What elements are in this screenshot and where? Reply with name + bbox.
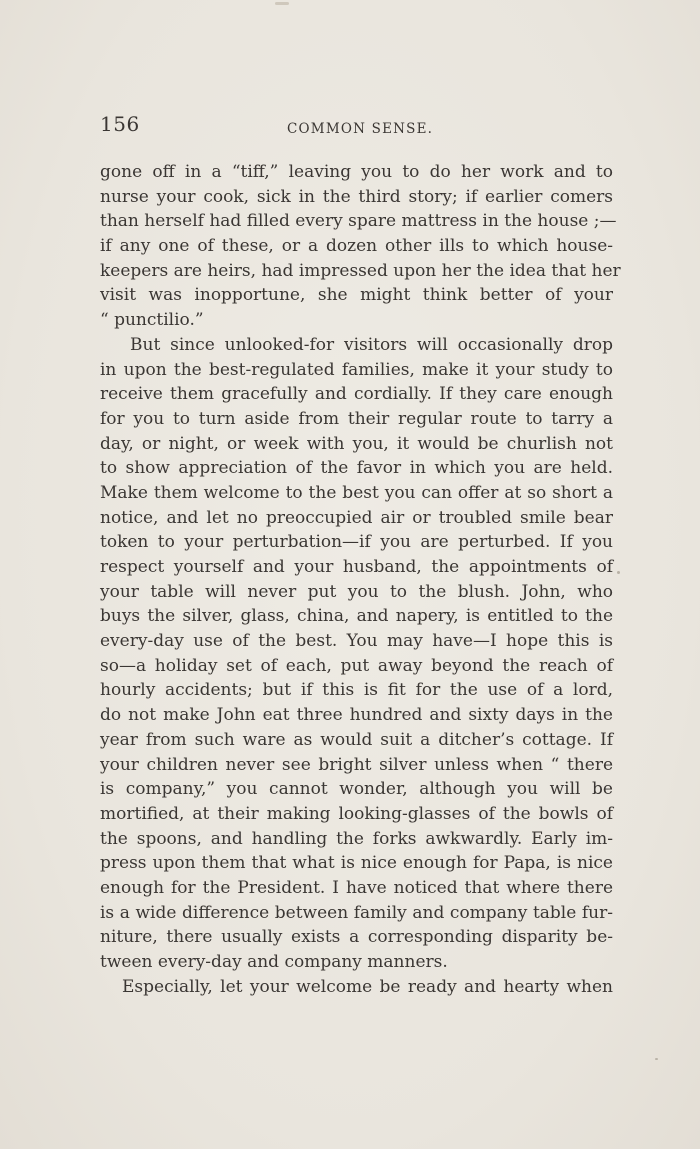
text-line: gone off in a “tiff,” leaving you to do her work and to	[100, 162, 613, 182]
text-line: But since unlooked-for visitors will occasionally drop	[130, 334, 613, 355]
text-line: in upon the best-regulated families, make it your study to	[100, 359, 613, 380]
text-line: Make them welcome to the best you can offer at so short a	[100, 482, 613, 503]
text-line: respect yourself and your husband, the appointments of	[100, 557, 613, 577]
text-line: is company,” you cannot wonder, although you will be	[100, 779, 613, 800]
text-line: your children never see bright silver unless when “ there	[100, 754, 613, 775]
text-line: receive them gracefully and cordially. If they care enough	[100, 384, 613, 405]
text-line: for you to turn aside from their regular route to tarry a	[100, 408, 613, 429]
text-line: mortified, at their making looking-glasses of the bowls of	[100, 803, 613, 824]
text-line: keepers are heirs, had impressed upon her the idea that her	[100, 260, 621, 281]
text-line: so—a holiday set of each, put away beyond the reach of	[100, 655, 613, 676]
text-line: “ punctilio.”	[100, 310, 204, 331]
text-line: tween every-day and company manners.	[100, 952, 448, 972]
text-line: your table will never put you to the blush. John, who	[100, 581, 613, 602]
text-line: than herself had filled every spare mattress in the house ;—	[100, 211, 617, 232]
text-line: the spoons, and handling the forks awkwardly. Early im-	[100, 828, 613, 849]
text-line: if any one of these, or a dozen other ills to which house-	[100, 236, 613, 257]
text-line: press upon them that what is nice enough for Papa, is nice	[100, 853, 613, 874]
paper-speck	[617, 571, 620, 574]
paper-speck	[655, 1058, 658, 1060]
text-line: to show appreciation of the favor in which you are held.	[100, 458, 613, 479]
page-number: 156	[100, 112, 140, 136]
text-line: nurse your cook, sick in the third story; if earlier comers	[100, 186, 613, 207]
text-line: notice, and let no preoccupied air or troubled smile bear	[100, 507, 613, 528]
text-line: buys the silver, glass, china, and napery, is entitled to the	[100, 606, 613, 627]
text-line: do not make John eat three hundred and sixty days in the	[100, 705, 613, 726]
text-line: every-day use of the best. You may have—I hope this is	[100, 631, 613, 652]
text-line: Especially, let your welcome be ready and hearty when	[122, 976, 613, 997]
page-header	[100, 112, 615, 142]
text-line: niture, there usually exists a corresponding disparity be-	[100, 927, 613, 948]
text-line: day, or night, or week with you, it would be churlish not	[100, 433, 613, 454]
text-line: visit was inopportune, she might think better of your	[100, 285, 613, 306]
text-line: token to your perturbation—if you are perturbed. If you	[100, 532, 613, 553]
running-head: COMMON SENSE.	[287, 121, 434, 137]
text-line: enough for the President. I have noticed that where there	[100, 877, 613, 898]
text-line: year from such ware as would suit a ditcher’s cottage. If	[100, 729, 613, 750]
text-line: hourly accidents; but if this is fit for the use of a lord,	[100, 680, 613, 701]
text-line: is a wide difference between family and company table fur-	[100, 902, 613, 923]
body-text	[100, 160, 621, 999]
paper-speck	[275, 2, 289, 5]
